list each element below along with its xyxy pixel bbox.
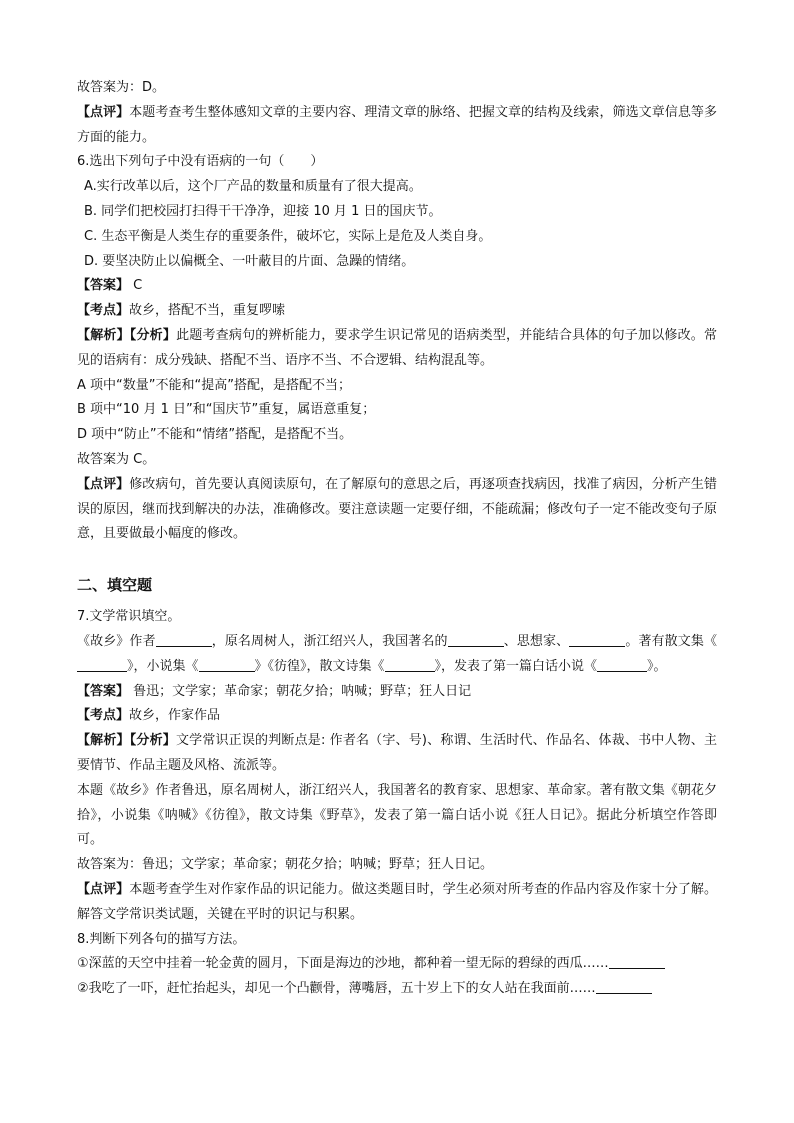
- q6-final-answer: 故答案为 C。: [77, 451, 156, 467]
- q6-detail-a: A 项中“数量”不能和“提高”搭配，是搭配不当；: [77, 377, 351, 393]
- answer-blank[interactable]: [199, 657, 255, 672]
- q5-comment: [77, 101, 717, 151]
- q7-analysis: [77, 729, 717, 779]
- q7-detail: 本题《故乡》作者鲁迅，原名周树人，浙江绍兴人，我国著名的教育家、思想家、革命家。著有散文集《朝花夕拾》，小说集《呐喊》《彷徨》，散文诗集《野草》，发表了第一篇白话小说《狂人日记》。据此分析填空作答即可。: [77, 782, 717, 848]
- q8-stem: 8.判断下列各句的描写方法。: [77, 931, 246, 947]
- q6-stem: 6.选出下列句子中没有语病的一句（ ）: [77, 154, 324, 170]
- fill-text: 》，小说集《: [127, 658, 199, 674]
- comment-tag: 【点评】: [77, 881, 130, 897]
- fill-text: ，原名周树人，浙江绍兴人，我国著名的: [211, 633, 448, 649]
- q7-point: [77, 704, 717, 729]
- q7-comment: [77, 878, 717, 928]
- fill-text: 、思想家、: [503, 633, 570, 649]
- answer-blank[interactable]: [596, 979, 652, 994]
- analysis-text: 此题考查病句的辨析能力，要求学生识记常见的语病类型，并能结合具体的句子加以修改。常见的语病有：成分残缺、搭配不当、语序不当、不合逻辑、结构混乱等。: [77, 327, 717, 368]
- analysis-tag: 【解析】【分析】: [77, 327, 177, 343]
- section-heading: 二、填空题: [77, 576, 153, 595]
- comment-text: 本题考查考生整体感知文章的主要内容、理清文章的脉络、把握文章的结构及线索，筛选文章信息等多方面的能力。: [77, 104, 717, 145]
- q6-answer: [77, 274, 717, 299]
- answer-text: 鲁迅；文学家；革命家；朝花夕拾；呐喊；野草；狂人日记: [129, 683, 472, 699]
- q8-item-1: [77, 952, 717, 977]
- q7-fill-text: [77, 630, 717, 680]
- q8-item-text: ②我吃了一吓，赶忙抬起头，却见一个凸颧骨，薄嘴唇，五十岁上下的女人站在我面前……: [77, 981, 596, 997]
- analysis-tag: 【解析】【分析】: [77, 733, 176, 749]
- q5-final-answer: 故答案为：D。: [77, 80, 166, 95]
- q7-final-answer: 故答案为：鲁迅；文学家；革命家；朝花夕拾；呐喊；野草；狂人日记。: [77, 857, 494, 873]
- fill-text: 。著有散文集《: [625, 633, 717, 649]
- fill-text: 》《彷徨》，散文诗集《: [254, 658, 385, 674]
- q8-item-2: [77, 977, 717, 1002]
- answer-blank[interactable]: [597, 657, 647, 672]
- fill-text: 》。: [647, 658, 667, 674]
- comment-text: 本题考查学生对作家作品的识记能力。做这类题目时，学生必须对所考查的作品内容及作家十分了解。解答文学常识类试题，关键在平时的识记与积累。: [77, 881, 717, 922]
- point-tag: 【考点】: [77, 303, 130, 319]
- q6-option-d: D. 要坚决防止以偏概全、一叶蔽目的片面、急躁的情绪。: [84, 253, 415, 269]
- q6-analysis: [77, 324, 717, 374]
- q6-detail-b: B 项中“10 月 1 日”和“国庆节”重复，属语意重复；: [77, 402, 376, 418]
- q6-comment: [77, 473, 717, 547]
- q6-detail-d: D 项中“防止”不能和“情绪”搭配，是搭配不当。: [77, 427, 353, 443]
- point-text: 故乡，搭配不当，重复啰嗦: [129, 303, 286, 319]
- comment-text: 修改病句，首先要认真阅读原句，在了解原句的意思之后，再逐项查找病因，找准了病因，分析产生错误的原因，继而找到解决的办法，准确修改。要注意读题一定要仔细，不能疏漏；修改句子一定不能改变句子原意，且要做最小幅度的修改。: [77, 476, 717, 542]
- answer-blank[interactable]: [609, 954, 665, 969]
- answer-tag: 【答案】: [77, 683, 130, 699]
- comment-tag: 【点评】: [77, 476, 130, 492]
- q7-answer: [77, 680, 717, 705]
- answer-text: C: [129, 278, 143, 294]
- point-text: 故乡，作家作品: [129, 708, 221, 724]
- point-tag: 【考点】: [77, 708, 130, 724]
- comment-tag: 【点评】: [77, 104, 130, 120]
- answer-blank[interactable]: [77, 657, 127, 672]
- fill-text: 《故乡》作者: [77, 633, 156, 649]
- analysis-text: 文学常识正误的判断点是: 作者名（字、号)、称谓、生活时代、作品名、体裁、书中人物、主要情节、作品主题及风格、流派等。: [77, 733, 717, 773]
- q6-option-c: C. 生态平衡是人类生存的重要条件，破坏它，实际上是危及人类自身。: [84, 228, 492, 244]
- q6-option-a: A.实行改革以后，这个厂产品的数量和质量有了很大提高。: [84, 179, 422, 195]
- q6-option-b: B. 同学们把校园打扫得干干净净，迎接 10 月 1 日的国庆节。: [84, 203, 442, 219]
- q8-item-text: ①深蓝的天空中挂着一轮金黄的圆月，下面是海边的沙地，都种着一望无际的碧绿的西瓜……: [77, 956, 609, 972]
- answer-blank[interactable]: [448, 632, 504, 647]
- answer-blank[interactable]: [385, 657, 435, 672]
- answer-blank[interactable]: [156, 632, 212, 647]
- answer-blank[interactable]: [569, 632, 625, 647]
- answer-tag: 【答案】: [77, 278, 130, 294]
- q7-stem: 7.文学常识填空。: [77, 609, 181, 625]
- document-content: [77, 76, 717, 1002]
- q6-point: [77, 299, 717, 324]
- fill-text: 》，发表了第一篇白话小说《: [434, 658, 598, 674]
